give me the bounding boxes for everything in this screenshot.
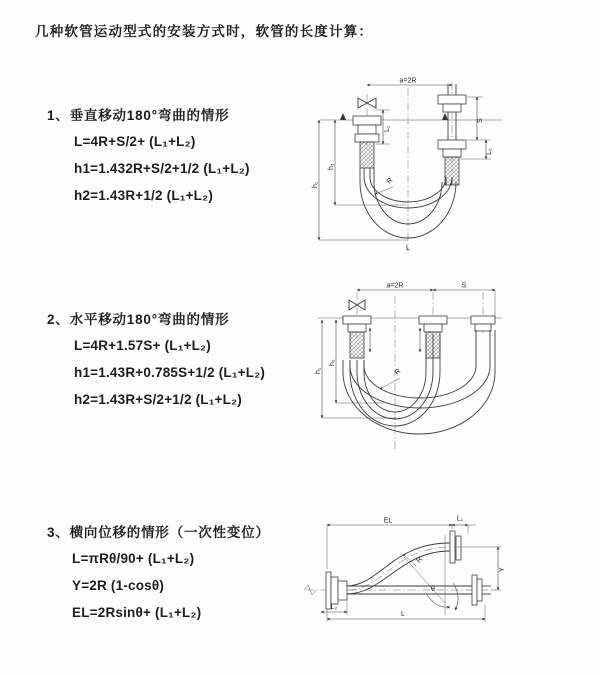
diagram-1-drawing bbox=[310, 72, 590, 257]
formula: L=πRθ/90+ (L₁+L₂) bbox=[72, 551, 195, 566]
braid-sleeve bbox=[350, 332, 364, 358]
dim-label-r: R bbox=[415, 555, 424, 565]
dim-label-r: R bbox=[385, 176, 395, 186]
formula: L=4R+1.57S+ (L₁+L₂) bbox=[74, 338, 211, 353]
dim-label-y: Y bbox=[499, 567, 506, 572]
formula: Y=2R (1-cosθ) bbox=[72, 578, 165, 593]
section-1-heading: 1、垂直移动180°弯曲的情形 bbox=[47, 108, 230, 123]
formula: h1=1.432R+S/2+1/2 (L₁+L₂) bbox=[74, 161, 250, 176]
dim-label-s: S bbox=[477, 118, 484, 123]
diagram-2-drawing bbox=[312, 278, 597, 468]
diagram-horizontal-180-bend bbox=[312, 278, 597, 468]
dim-label-l2: L₂ bbox=[330, 604, 338, 611]
dim-label-length: L bbox=[401, 611, 405, 618]
diagram-vertical-180-bend bbox=[310, 72, 590, 257]
section-2-heading: 2、水平移动180°弯曲的情形 bbox=[47, 312, 230, 327]
braid-sleeve bbox=[360, 142, 374, 168]
formula: h2=1.43R+1/2 (L₁+L₂) bbox=[74, 188, 214, 203]
dim-label-theta: θ bbox=[431, 586, 435, 593]
formula: h2=1.43R+S/2+1/2 (L₁+L₂) bbox=[74, 392, 242, 407]
dim-label-l2: L₂ bbox=[486, 148, 493, 155]
section-2-formulas bbox=[74, 332, 265, 413]
section-3-heading: 3、横向位移的情形（一次性变位） bbox=[47, 525, 270, 540]
section-1-formulas bbox=[74, 128, 250, 209]
dim-label-l1: L₁ bbox=[384, 125, 391, 132]
section-3-formulas bbox=[72, 545, 201, 626]
dim-label-l1: L₁ bbox=[456, 515, 464, 523]
diagram-lateral-displacement bbox=[300, 505, 600, 665]
dim-label-length: L bbox=[406, 245, 410, 252]
dim-label-r: R bbox=[393, 367, 403, 377]
dim-label-h2: h₂ bbox=[329, 359, 336, 366]
centerline-break-icon bbox=[304, 585, 316, 595]
dim-label-a2r: a=2R bbox=[399, 77, 417, 85]
formula: EL=2Rsinθ+ (L₁+L₂) bbox=[72, 605, 202, 620]
dim-label-a2r: a=2R bbox=[386, 282, 404, 290]
dim-label-el: EL bbox=[383, 517, 393, 525]
dim-label-s: S bbox=[461, 282, 467, 290]
dim-label-h1: h₁ bbox=[315, 367, 322, 374]
formula: h1=1.43R+0.785S+1/2 (L₁+L₂) bbox=[74, 365, 266, 380]
dim-label-h2: h₂ bbox=[328, 163, 335, 170]
diagram-3-drawing bbox=[300, 505, 600, 665]
formula: L=4R+S/2+ (L₁+L₂) bbox=[74, 134, 196, 149]
page-title: 几种软管运动型式的安装方式时，软管的长度计算： bbox=[35, 24, 374, 39]
dim-label-h1: h₁ bbox=[312, 181, 319, 188]
